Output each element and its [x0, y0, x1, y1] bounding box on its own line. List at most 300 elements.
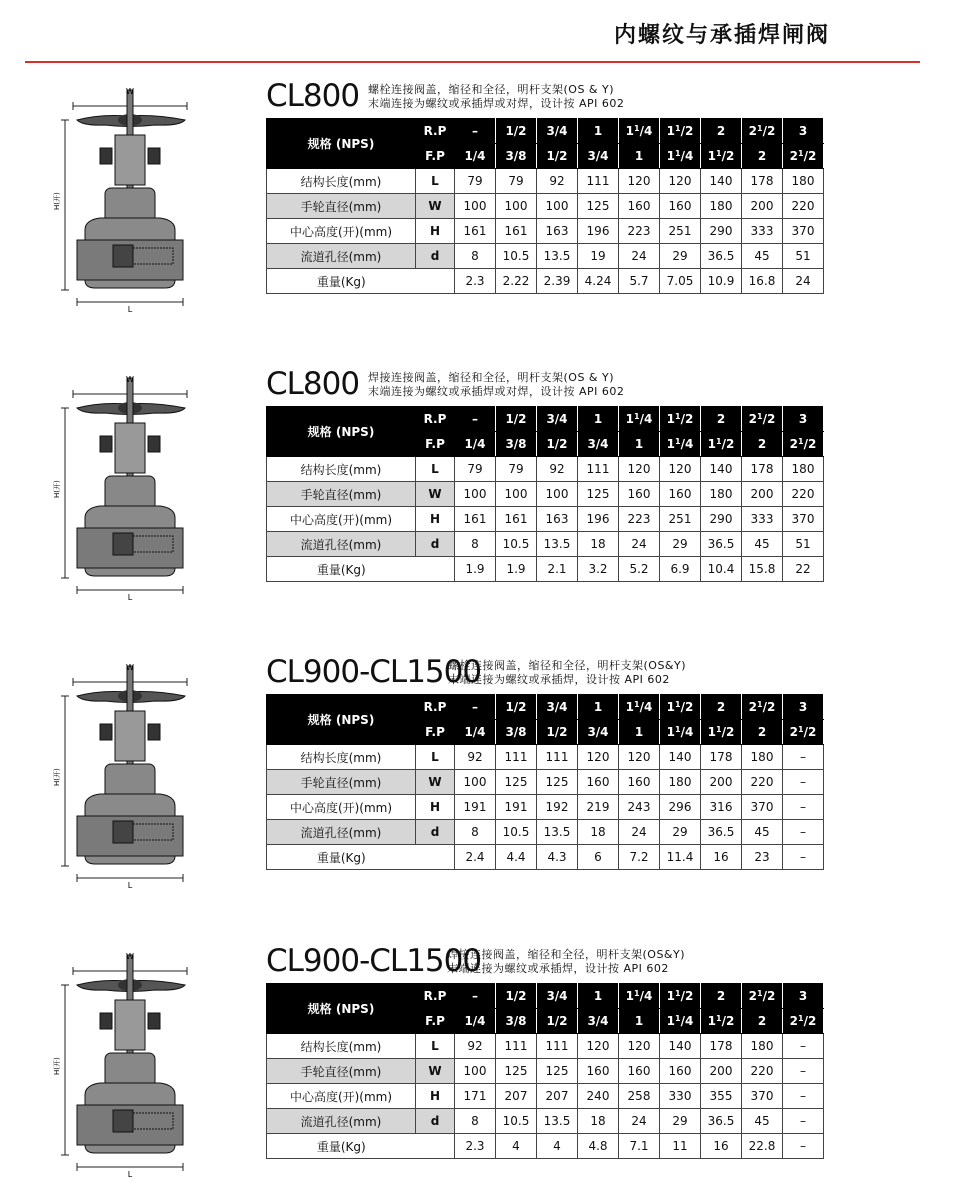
rp-size-cell: 3	[783, 984, 824, 1009]
row-label: 结构长度(mm)	[267, 169, 416, 194]
row-label: 重量(Kg)	[267, 845, 416, 870]
bore-value-cell: 8	[455, 532, 496, 557]
dimension-label-h: H(开)	[53, 1057, 61, 1075]
row-label: 结构长度(mm)	[267, 457, 416, 482]
bore-value-cell: 36.5	[701, 532, 742, 557]
height-value-cell: 223	[619, 507, 660, 532]
rp-size-cell: 2	[701, 407, 742, 432]
handwheel-value-cell: 100	[455, 770, 496, 795]
height-value-cell: 251	[660, 507, 701, 532]
fp-size-cell: $2^1/2$	[783, 720, 824, 745]
length-value-cell: 111	[537, 1034, 578, 1059]
row-label: 手轮直径(mm)	[267, 770, 416, 795]
fp-size-cell: $1^1/4$	[660, 1009, 701, 1034]
height-value-cell: 161	[455, 219, 496, 244]
weight-row	[267, 269, 824, 294]
bore-row	[267, 820, 824, 845]
weight-value-cell: 6	[578, 845, 619, 870]
row-code: H	[416, 1084, 455, 1109]
height-value-cell: 251	[660, 219, 701, 244]
weight-value-cell: 2.3	[455, 1134, 496, 1159]
fp-label: F.P	[416, 144, 455, 169]
description-line-2: 末端连接为螺纹或承插焊，设计按 API 602	[448, 673, 670, 686]
handwheel-value-cell: 200	[701, 1059, 742, 1084]
fp-size-cell: $2^1/2$	[783, 432, 824, 457]
valve-section	[0, 935, 960, 1179]
handwheel-row	[267, 194, 824, 219]
handwheel-value-cell: 160	[619, 1059, 660, 1084]
row-label: 结构长度(mm)	[267, 745, 416, 770]
rp-size-cell: $1^1/2$	[660, 119, 701, 144]
weight-value-cell: 1.9	[496, 557, 537, 582]
length-value-cell: 92	[537, 457, 578, 482]
fp-label: F.P	[416, 720, 455, 745]
rp-size-cell: 3	[783, 695, 824, 720]
row-code: H	[416, 795, 455, 820]
handwheel-value-cell: 125	[578, 482, 619, 507]
length-value-cell: 178	[701, 1034, 742, 1059]
nps-header: 规格 (NPS)	[267, 695, 416, 745]
height-value-cell: 316	[701, 795, 742, 820]
bore-value-cell: 13.5	[537, 532, 578, 557]
fp-size-cell: $1^1/2$	[701, 432, 742, 457]
rp-label: R.P	[416, 407, 455, 432]
description-line-1: 螺栓连接阀盖，缩径和全径，明杆支架(OS & Y)	[368, 83, 615, 96]
row-code: H	[416, 219, 455, 244]
spec-table	[266, 118, 824, 294]
length-value-cell: 79	[496, 457, 537, 482]
fp-size-cell: $2^1/2$	[783, 144, 824, 169]
valve-section	[0, 358, 960, 602]
dimension-label-l: L	[127, 881, 133, 890]
rp-size-cell: $1^1/4$	[619, 695, 660, 720]
row-code-empty	[416, 269, 455, 294]
row-code: W	[416, 194, 455, 219]
length-value-cell: 180	[742, 1034, 783, 1059]
row-label: 结构长度(mm)	[267, 1034, 416, 1059]
rp-size-cell: $2^1/2$	[742, 119, 783, 144]
rp-label: R.P	[416, 984, 455, 1009]
weight-value-cell: 11.4	[660, 845, 701, 870]
height-value-cell: 161	[455, 507, 496, 532]
bore-value-cell: 51	[783, 244, 824, 269]
fp-size-cell: $1^1/4$	[660, 432, 701, 457]
fp-size-cell: 3/8	[496, 432, 537, 457]
fp-size-cell: 2	[742, 1009, 783, 1034]
length-value-cell: 178	[701, 745, 742, 770]
model-class: CL800	[266, 366, 360, 402]
row-label: 手轮直径(mm)	[267, 1059, 416, 1084]
weight-value-cell: 2.39	[537, 269, 578, 294]
length-value-cell: 140	[660, 1034, 701, 1059]
dimension-label-w: W	[126, 375, 134, 384]
model-description	[368, 371, 624, 399]
weight-value-cell: 4.3	[537, 845, 578, 870]
row-code: d	[416, 820, 455, 845]
weight-row	[267, 845, 824, 870]
bore-value-cell: 19	[578, 244, 619, 269]
height-value-cell: 223	[619, 219, 660, 244]
bore-value-cell: 10.5	[496, 532, 537, 557]
height-value-cell: 370	[783, 219, 824, 244]
handwheel-value-cell: 125	[496, 1059, 537, 1084]
handwheel-value-cell: 220	[783, 482, 824, 507]
length-value-cell: 140	[660, 745, 701, 770]
length-row	[267, 1034, 824, 1059]
height-value-cell: 370	[742, 795, 783, 820]
dimension-label-l: L	[127, 305, 133, 314]
rp-size-cell: $1^1/2$	[660, 407, 701, 432]
length-value-cell: 79	[496, 169, 537, 194]
fp-size-cell: 3/4	[578, 144, 619, 169]
height-value-cell: 243	[619, 795, 660, 820]
gate-valve-drawing	[53, 656, 215, 890]
bore-value-cell: 45	[742, 532, 783, 557]
spec-table	[266, 983, 824, 1159]
dimension-label-h: H(开)	[53, 480, 61, 498]
height-value-cell: 163	[537, 507, 578, 532]
fp-size-cell: $1^1/2$	[701, 720, 742, 745]
fp-size-cell: 2	[742, 144, 783, 169]
height-row	[267, 507, 824, 532]
height-row	[267, 219, 824, 244]
length-value-cell: 111	[496, 1034, 537, 1059]
model-class: CL900-CL1500	[266, 654, 482, 690]
height-value-cell: 192	[537, 795, 578, 820]
bore-value-cell: 8	[455, 820, 496, 845]
fp-size-cell: 3/4	[578, 432, 619, 457]
handwheel-value-cell: 180	[660, 770, 701, 795]
fp-size-cell: $1^1/2$	[701, 144, 742, 169]
header-divider	[25, 61, 920, 63]
height-value-cell: 290	[701, 219, 742, 244]
handwheel-value-cell: 100	[455, 194, 496, 219]
height-value-cell: 333	[742, 219, 783, 244]
model-description	[447, 948, 685, 976]
row-code: d	[416, 532, 455, 557]
fp-size-cell: 3/8	[496, 1009, 537, 1034]
weight-value-cell: 7.05	[660, 269, 701, 294]
handwheel-value-cell: 160	[619, 194, 660, 219]
rp-size-cell: 3	[783, 119, 824, 144]
row-code: W	[416, 482, 455, 507]
bore-value-cell: 10.5	[496, 820, 537, 845]
fp-size-cell: 1	[619, 144, 660, 169]
length-row	[267, 745, 824, 770]
fp-size-cell: 1/4	[455, 1009, 496, 1034]
length-value-cell: 92	[537, 169, 578, 194]
length-value-cell: 180	[742, 745, 783, 770]
valve-section	[0, 70, 960, 314]
length-value-cell: 92	[455, 1034, 496, 1059]
rp-size-cell: 1	[578, 984, 619, 1009]
length-value-cell: 178	[742, 169, 783, 194]
height-value-cell: 355	[701, 1084, 742, 1109]
bore-value-cell: 51	[783, 532, 824, 557]
rp-size-cell: –	[455, 695, 496, 720]
bore-value-cell: 10.5	[496, 244, 537, 269]
handwheel-value-cell: 200	[742, 482, 783, 507]
weight-row	[267, 1134, 824, 1159]
handwheel-value-cell: 160	[619, 482, 660, 507]
rp-size-cell: 2	[701, 119, 742, 144]
row-code-empty	[416, 845, 455, 870]
row-label: 中心高度(开)(mm)	[267, 795, 416, 820]
row-code: L	[416, 745, 455, 770]
length-value-cell: 111	[578, 457, 619, 482]
bore-value-cell: 8	[455, 244, 496, 269]
bore-value-cell: 29	[660, 820, 701, 845]
bore-value-cell: 18	[578, 820, 619, 845]
bore-value-cell: 24	[619, 820, 660, 845]
rp-label: R.P	[416, 119, 455, 144]
row-code: L	[416, 1034, 455, 1059]
row-code-empty	[416, 557, 455, 582]
model-description	[368, 83, 624, 111]
fp-size-cell: $1^1/4$	[660, 144, 701, 169]
rp-size-cell: 1	[578, 695, 619, 720]
weight-value-cell: –	[783, 1134, 824, 1159]
height-value-cell: 171	[455, 1084, 496, 1109]
rp-size-cell: $2^1/2$	[742, 695, 783, 720]
length-value-cell: 111	[496, 745, 537, 770]
rp-size-cell: $1^1/2$	[660, 984, 701, 1009]
model-class: CL900-CL1500	[266, 943, 482, 979]
description-line-2: 末端连接为螺纹或承插焊或对焊，设计按 API 602	[368, 385, 625, 398]
nps-header: 规格 (NPS)	[267, 984, 416, 1034]
row-code: d	[416, 244, 455, 269]
rp-size-cell: $1^1/4$	[619, 119, 660, 144]
rp-size-cell: 2	[701, 695, 742, 720]
handwheel-value-cell: 160	[660, 194, 701, 219]
row-label: 中心高度(开)(mm)	[267, 507, 416, 532]
length-value-cell: 140	[701, 457, 742, 482]
handwheel-value-cell: 100	[496, 482, 537, 507]
bore-value-cell: 10.5	[496, 1109, 537, 1134]
height-value-cell: 191	[455, 795, 496, 820]
length-row	[267, 457, 824, 482]
height-value-cell: 240	[578, 1084, 619, 1109]
row-label: 重量(Kg)	[267, 269, 416, 294]
length-value-cell: 180	[783, 169, 824, 194]
height-value-cell: 258	[619, 1084, 660, 1109]
length-value-cell: 120	[619, 1034, 660, 1059]
rp-size-cell: 1	[578, 407, 619, 432]
spec-table	[266, 694, 824, 870]
rp-size-cell: –	[455, 407, 496, 432]
row-label: 重量(Kg)	[267, 1134, 416, 1159]
rp-size-cell: $1^1/2$	[660, 695, 701, 720]
bore-value-cell: 45	[742, 820, 783, 845]
row-label: 流道孔径(mm)	[267, 1109, 416, 1134]
height-row	[267, 1084, 824, 1109]
weight-value-cell: 5.7	[619, 269, 660, 294]
description-line-1: 焊接连接阀盖，缩径和全径，明杆支架(OS&Y)	[447, 948, 686, 961]
row-label: 重量(Kg)	[267, 557, 416, 582]
bore-value-cell: 24	[619, 244, 660, 269]
fp-label: F.P	[416, 1009, 455, 1034]
rp-size-row	[267, 984, 824, 1009]
model-class: CL800	[266, 78, 360, 114]
row-code: d	[416, 1109, 455, 1134]
description-line-1: 焊接连接阀盖，缩径和全径，明杆支架(OS & Y)	[368, 371, 615, 384]
row-label: 中心高度(开)(mm)	[267, 1084, 416, 1109]
weight-value-cell: 11	[660, 1134, 701, 1159]
weight-value-cell: 16	[701, 1134, 742, 1159]
fp-size-cell: 1	[619, 1009, 660, 1034]
bore-row	[267, 1109, 824, 1134]
handwheel-value-cell: 160	[578, 770, 619, 795]
dimension-label-w: W	[126, 663, 134, 672]
fp-size-cell: $1^1/4$	[660, 720, 701, 745]
weight-value-cell: 22.8	[742, 1134, 783, 1159]
length-value-cell: 120	[619, 457, 660, 482]
length-value-cell: 120	[660, 457, 701, 482]
bore-value-cell: 24	[619, 532, 660, 557]
length-value-cell: –	[783, 1034, 824, 1059]
rp-size-cell: 3	[783, 407, 824, 432]
handwheel-value-cell: 180	[701, 194, 742, 219]
fp-size-cell: 1/4	[455, 144, 496, 169]
handwheel-value-cell: 125	[496, 770, 537, 795]
handwheel-row	[267, 1059, 824, 1084]
handwheel-value-cell: 220	[742, 770, 783, 795]
weight-value-cell: 4.8	[578, 1134, 619, 1159]
weight-value-cell: 1.9	[455, 557, 496, 582]
weight-value-cell: 2.1	[537, 557, 578, 582]
weight-value-cell: 16.8	[742, 269, 783, 294]
height-value-cell: –	[783, 795, 824, 820]
weight-value-cell: 23	[742, 845, 783, 870]
height-value-cell: –	[783, 1084, 824, 1109]
height-value-cell: 219	[578, 795, 619, 820]
height-value-cell: 330	[660, 1084, 701, 1109]
rp-size-cell: –	[455, 984, 496, 1009]
weight-value-cell: 5.2	[619, 557, 660, 582]
fp-size-cell: 1	[619, 432, 660, 457]
weight-value-cell: 7.1	[619, 1134, 660, 1159]
row-label: 手轮直径(mm)	[267, 482, 416, 507]
page-title: 内螺纹与承插焊闸阀	[613, 23, 830, 48]
handwheel-value-cell: 160	[578, 1059, 619, 1084]
bore-value-cell: 18	[578, 532, 619, 557]
rp-size-cell: $2^1/2$	[742, 407, 783, 432]
row-label: 中心高度(开)(mm)	[267, 219, 416, 244]
fp-size-cell: $1^1/2$	[701, 1009, 742, 1034]
height-value-cell: 161	[496, 507, 537, 532]
valve-section	[0, 646, 960, 890]
row-code-empty	[416, 1134, 455, 1159]
fp-size-cell: 1/2	[537, 432, 578, 457]
rp-size-cell: $2^1/2$	[742, 984, 783, 1009]
fp-size-cell: 1	[619, 720, 660, 745]
weight-row	[267, 557, 824, 582]
description-line-2: 末端连接为螺纹或承插焊，设计按 API 602	[447, 962, 669, 975]
bore-value-cell: 36.5	[701, 820, 742, 845]
height-value-cell: 370	[742, 1084, 783, 1109]
gate-valve-drawing	[53, 368, 215, 602]
bore-value-cell: –	[783, 820, 824, 845]
fp-label: F.P	[416, 432, 455, 457]
fp-size-cell: 3/4	[578, 720, 619, 745]
length-value-cell: 111	[578, 169, 619, 194]
handwheel-value-cell: 200	[701, 770, 742, 795]
height-value-cell: 333	[742, 507, 783, 532]
height-value-cell: 161	[496, 219, 537, 244]
gate-valve-drawing	[53, 945, 215, 1179]
bore-value-cell: 13.5	[537, 820, 578, 845]
rp-size-cell: 3/4	[537, 695, 578, 720]
bore-value-cell: 29	[660, 1109, 701, 1134]
nps-header: 规格 (NPS)	[267, 407, 416, 457]
height-value-cell: 290	[701, 507, 742, 532]
bore-value-cell: 45	[742, 244, 783, 269]
length-value-cell: 140	[701, 169, 742, 194]
weight-value-cell: 6.9	[660, 557, 701, 582]
length-value-cell: 79	[455, 457, 496, 482]
fp-size-cell: $2^1/2$	[783, 1009, 824, 1034]
bore-value-cell: 24	[619, 1109, 660, 1134]
bore-value-cell: 8	[455, 1109, 496, 1134]
rp-size-cell: 3/4	[537, 407, 578, 432]
height-value-cell: 370	[783, 507, 824, 532]
weight-value-cell: 2.22	[496, 269, 537, 294]
length-value-cell: 111	[537, 745, 578, 770]
height-value-cell: 207	[496, 1084, 537, 1109]
height-value-cell: 163	[537, 219, 578, 244]
row-code: W	[416, 1059, 455, 1084]
length-value-cell: 120	[660, 169, 701, 194]
fp-size-cell: 2	[742, 720, 783, 745]
fp-size-cell: 3/8	[496, 720, 537, 745]
dimension-label-h: H(开)	[53, 768, 61, 786]
handwheel-value-cell: 160	[660, 482, 701, 507]
length-value-cell: 79	[455, 169, 496, 194]
weight-value-cell: 22	[783, 557, 824, 582]
handwheel-row	[267, 770, 824, 795]
rp-size-row	[267, 119, 824, 144]
length-value-cell: 180	[783, 457, 824, 482]
handwheel-value-cell: 100	[496, 194, 537, 219]
dimension-label-w: W	[126, 952, 134, 961]
length-value-cell: 120	[619, 169, 660, 194]
handwheel-value-cell: 100	[537, 194, 578, 219]
height-value-cell: 196	[578, 507, 619, 532]
weight-value-cell: 2.4	[455, 845, 496, 870]
weight-value-cell: –	[783, 845, 824, 870]
fp-size-cell: 1/2	[537, 720, 578, 745]
rp-size-cell: 1/2	[496, 984, 537, 1009]
fp-size-cell: 1/2	[537, 1009, 578, 1034]
rp-label: R.P	[416, 695, 455, 720]
length-value-cell: 120	[578, 745, 619, 770]
row-code: H	[416, 507, 455, 532]
description-line-2: 末端连接为螺纹或承插焊或对焊，设计按 API 602	[368, 97, 625, 110]
rp-size-cell: $1^1/4$	[619, 984, 660, 1009]
handwheel-value-cell: 200	[742, 194, 783, 219]
rp-size-row	[267, 695, 824, 720]
weight-value-cell: 7.2	[619, 845, 660, 870]
nps-header: 规格 (NPS)	[267, 119, 416, 169]
weight-value-cell: 2.3	[455, 269, 496, 294]
weight-value-cell: 15.8	[742, 557, 783, 582]
fp-size-cell: 1/4	[455, 432, 496, 457]
handwheel-value-cell: 220	[783, 194, 824, 219]
handwheel-value-cell: 100	[455, 482, 496, 507]
bore-value-cell: 36.5	[701, 1109, 742, 1134]
height-value-cell: 191	[496, 795, 537, 820]
rp-size-cell: 1/2	[496, 407, 537, 432]
